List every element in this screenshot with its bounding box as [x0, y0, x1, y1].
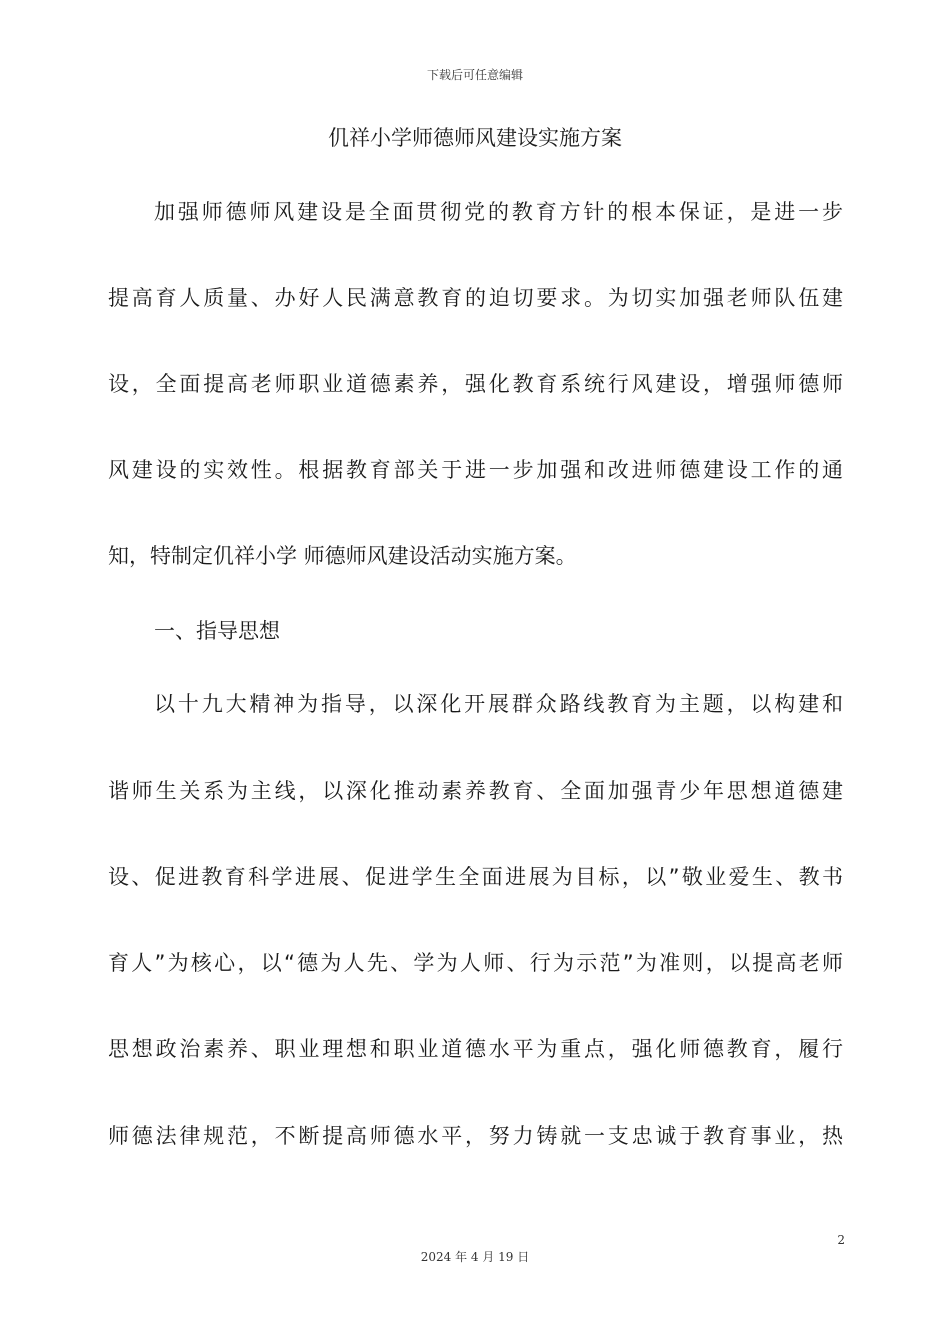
paragraph-line: 风建设的实效性。根据教育部关于进一步加强和改进师德建设工作的通 — [108, 458, 843, 482]
paragraph-line: 育人”为核心，以“德为人先、学为人师、行为示范”为准则，以提高老师 — [108, 951, 843, 975]
footer-date: 2024 年 4 月 19 日 — [420, 1250, 530, 1264]
paragraph-line: 设、促进教育科学进展、促进学生全面进展为目标，以”敬业爱生、教书 — [108, 865, 843, 889]
paragraph-line: 师德法律规范，不断提高师德水平，努力铸就一支忠诚于教育事业，热 — [108, 1124, 843, 1148]
document-title: 仉祥小学师德师风建设实施方案 — [328, 126, 622, 150]
paragraph-line: 思想政治素养、职业理想和职业道德水平为重点，强化师德教育，履行 — [108, 1037, 843, 1061]
paragraph-line: 以十九大精神为指导，以深化开展群众路线教育为主题，以构建和 — [154, 692, 843, 716]
paragraph-line: 谐师生关系为主线，以深化推动素养教育、全面加强青少年思想道德建 — [108, 779, 843, 803]
paragraph-line: 设，全面提高老师职业道德素养，强化教育系统行风建设，增强师德师 — [108, 372, 843, 396]
header-note: 下载后可任意编辑 — [426, 68, 523, 82]
paragraph-line: 知，特制定仉祥小学 师德师风建设活动实施方案。 — [108, 544, 577, 568]
section-heading: 一、指导思想 — [154, 619, 280, 643]
paragraph-line: 提高育人质量、办好人民满意教育的迫切要求。为切实加强老师队伍建 — [108, 286, 843, 310]
page-number: 2 — [837, 1233, 845, 1247]
paragraph-line: 加强师德师风建设是全面贯彻党的教育方针的根本保证，是进一步 — [154, 200, 843, 224]
